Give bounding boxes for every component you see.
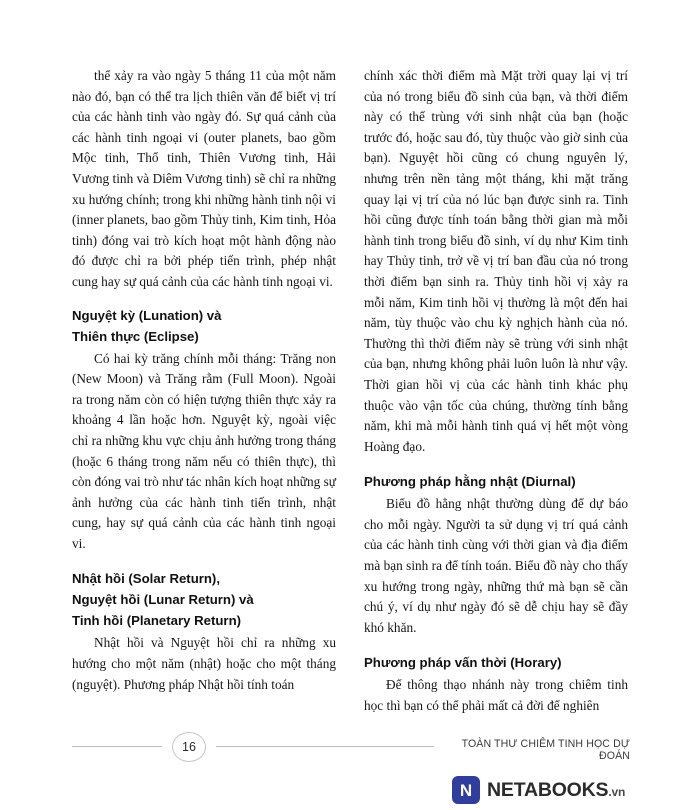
brand-name-text: NETABOOKS xyxy=(487,778,609,801)
paragraph: Để thông thạo nhánh này trong chiêm tinh học thì bạn có thể phải mất cả đời để nghiên xyxy=(364,677,628,714)
heading-line: Nhật hồi (Solar Return), xyxy=(72,571,220,587)
paragraph: thể xảy ra vào ngày 5 tháng 11 của một năm nào đó, bạn có thể tra lịch thiên văn để biết vị trí của các hành tinh vào ngày đó. Sự quá cảnh của các hành tinh ngoại vi (outer planets, bao gồm Mộc tinh, Thổ tinh, Thiên Vương tinh, Hải Vương tinh và Diêm Vương tinh) sẽ chỉ ra những xu hướng chính; trong khi những hành tinh nội vi (inner planets, bao gồm Thủy tinh, Kim tinh, Hỏa tinh) đóng vai trò kích hoạt một hành động nào đó được chỉ ra bởi phép tiến trình, phép nhật cung hay sự quá cảnh của các hành tinh ngoại vi. xyxy=(72,68,336,289)
footer-rule-left xyxy=(72,746,162,747)
heading-line: Nguyệt hồi (Lunar Return) và xyxy=(72,592,254,608)
paragraph: Nhật hồi và Nguyệt hồi chỉ ra những xu hướng cho một năm (nhật) hoặc cho một tháng (nguyệt). Phương pháp Nhật hồi tính toán xyxy=(72,635,336,692)
section-heading-lunation xyxy=(72,305,336,347)
section-heading-diurnal xyxy=(364,471,628,492)
brand-name-suffix: .vn xyxy=(608,784,626,799)
paragraph: Có hai kỳ trăng chính mỗi tháng: Trăng non (New Moon) và Trăng rằm (Full Moon). Ngoài ra trong năm còn có hiện tượng thiên thực xảy ra khoảng 4 lần hoặc hơn. Nguyệt kỳ, ngoài việc chỉ ra những khu vực chịu ảnh hưởng trong tháng (hoặc 6 tháng trong năm nếu có thiên thực), thì còn đóng vai trò như tác nhân kích hoạt những sự ảnh hưởng của các hành tinh tiến trình, nhật cung, hay sự quá cảnh của các hành tinh ngoại vi. xyxy=(72,350,336,551)
heading-line: Thiên thực (Eclipse) xyxy=(72,328,199,344)
brand-name xyxy=(487,779,625,802)
page-number-value: 16 xyxy=(172,732,206,762)
footer-rule-right xyxy=(216,746,434,747)
footer-book-title: TOÀN THƯ CHIÊM TINH HỌC DỰ ĐOÁN xyxy=(461,738,630,762)
page-body xyxy=(72,66,628,717)
page-number xyxy=(172,732,206,762)
left-column xyxy=(72,66,336,717)
section-heading-returns xyxy=(72,568,336,631)
heading-line: Phương pháp vấn thời (Horary) xyxy=(364,655,562,671)
right-column xyxy=(364,66,628,717)
section-heading-horary xyxy=(364,652,628,673)
paragraph: chính xác thời điểm mà Mặt trời quay lại vị trí của nó trong biểu đồ sinh của bạn, và thời điểm này có thể trùng với sinh nhật của bạn (hoặc trước đó, hoặc sau đó, tùy thuộc vào giờ sinh của bạn). Nguyệt hồi cũng có chung nguyên lý, nhưng trên nền tảng một tháng, khi mặt trăng quay lại vị trí của nó lúc bạn được sinh ra. Tinh hồi cũng được tính toán bằng thời gian mà mỗi hành tinh trong biểu đồ sinh, ví dụ như Kim tinh hay Thủy tinh, trở về vị trí ban đầu của nó trong thời điểm bạn sinh ra. Thủy tinh hồi vị xảy ra mỗi năm, Kim tinh hồi vị thường là một đến hai năm, tùy thuộc vào chu kỳ nghịch hành của nó. Thường thì thời điểm này sẽ trùng với sinh nhật của bạn, nhưng không phải luôn luôn là như vậy. Thời gian hồi vị của các hành tinh khác phụ thuộc vào vận tốc của chúng, thường tính bằng năm, khi mà mỗi hành tinh quá vị hết một vòng Hoàng đạo. xyxy=(364,68,628,454)
netabooks-watermark xyxy=(452,776,625,804)
page-footer xyxy=(0,726,700,810)
logo-letter: N xyxy=(459,780,473,800)
heading-line: Nguyệt kỳ (Lunation) và xyxy=(72,307,222,323)
paragraph: Biểu đồ hằng nhật thường dùng để dự báo cho mỗi ngày. Người ta sử dụng vị trí quá cảnh của các hành tinh cùng với thời gian và địa điểm mà bạn sinh ra để tính toán. Biểu đồ này cho thấy xu hướng trong ngày, những thứ mà bạn sẽ cần chú ý, ví dụ như ngày đó sẽ dễ chịu hay sẽ đầy khó khăn. xyxy=(364,496,628,635)
netabooks-logo-icon xyxy=(452,776,480,804)
heading-line: Phương pháp hằng nhật (Diurnal) xyxy=(364,474,576,490)
heading-line: Tinh hồi (Planetary Return) xyxy=(72,613,242,629)
